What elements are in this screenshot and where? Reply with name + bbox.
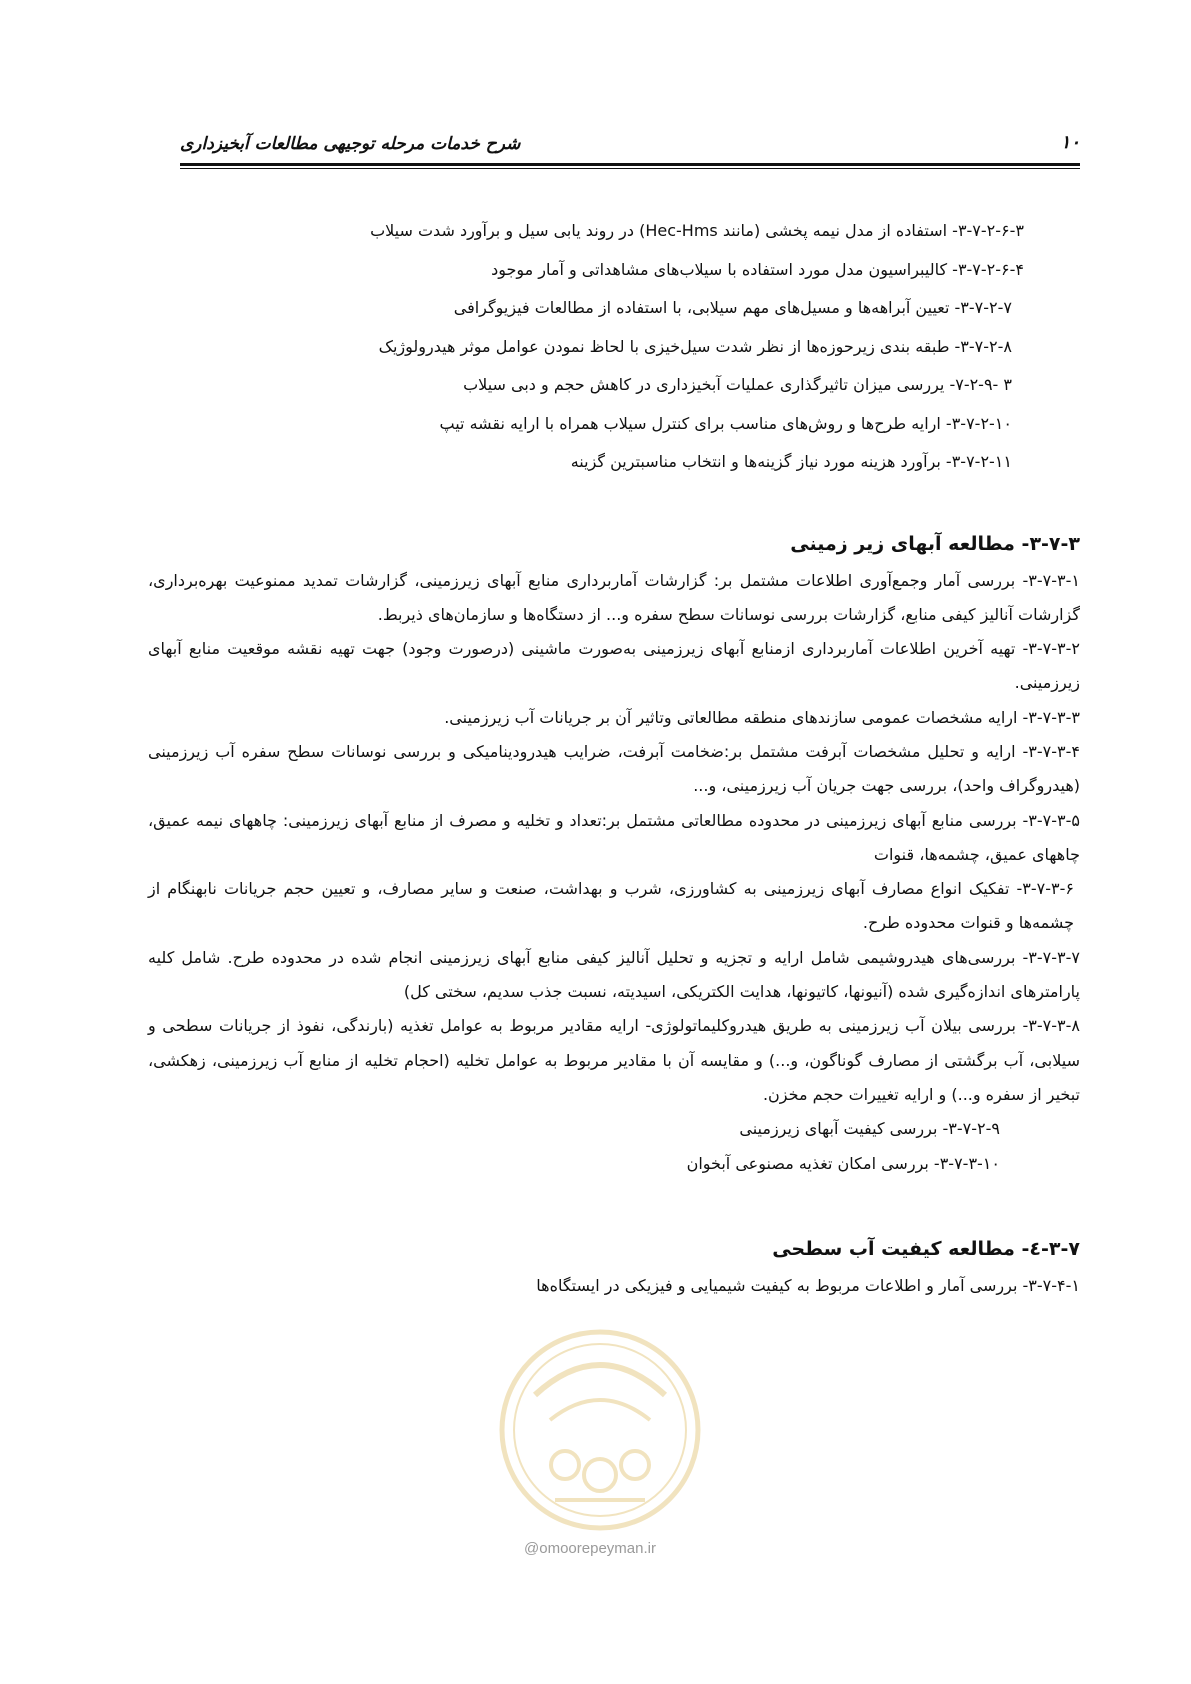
page-content bbox=[148, 212, 1080, 1303]
paragraph: ۳-۷-۳-۴- ارایه و تحلیل مشخصات آبرفت مشتمل بر:ضخامت آبرفت، ضرایب هیدرودینامیکی و بررسی نوسانات سطح سفره آب زیرزمینی (هیدروگراف واحد)، بررسی جهت جریان آب زیرزمینی، و... bbox=[148, 741, 1080, 796]
page-number: ۱۰ bbox=[1060, 132, 1080, 153]
paragraph: ۳-۷-۳-۷- بررسی‌های هیدروشیمی شامل ارایه و تجزیه و تحلیل آنالیز کیفی منابع آبهای زیرزمینی انجام شده در محدوده طرح. شامل کلیه پارامترهای اندازه‌گیری شده (آنیونها، کاتیونها، هدایت الکتریکی، اسیدیته، نسبت جذب سدیم، سختی کل) bbox=[148, 947, 1080, 1002]
list-item: ۳-۷-۲-۶-۳- استفاده از مدل نیمه پخشی (مانند Hec-Hms) در روند یابی سیل و برآورد شدت سیلاب bbox=[370, 221, 1024, 240]
list-item: ۳-۷-۲-۱۱- برآورد هزینه مورد نیاز گزینه‌ها و انتخاب مناسبترین گزینه bbox=[570, 452, 1012, 471]
section-heading-groundwater: ۳-۷-۳- مطالعه آبهای زیر زمینی bbox=[790, 532, 1080, 555]
paragraph: ۳-۷-۳-۵- بررسی منابع آبهای زیرزمینی در محدوده مطالعاتی مشتمل بر:تعداد و تخلیه و مصرف از منابع آبهای زیرزمینی: چاههای نیمه عمیق، چاههای عمیق، چشمه‌ها، قنوات bbox=[148, 810, 1080, 864]
list-item: ۳ -۷-۲-۹- یررسی میزان تاثیرگذاری عملیات آبخیزداری در کاهش حجم و دبی سیلاب bbox=[463, 375, 1012, 394]
paragraph: ۳-۷-۳-۶- تفکیک انواع مصارف آبهای زیرزمینی به کشاورزی، شرب و بهداشت، صنعت و سایر مصارف، و تعیین حجم جریانات نابهنگام از چشمه‌ها و قنوات محدوده طرح. bbox=[148, 879, 1074, 933]
list-item: ۳-۷-۲-۸- طبقه بندی زیرحوزه‌ها از نظر شدت سیل‌خیزی با لحاظ نمودن عوامل موثر هیدرولوژیک bbox=[378, 336, 1012, 356]
paragraph: ۳-۷-۳-۸- بررسی بیلان آب زیرزمینی به طریق هیدروکلیماتولوژی- ارایه مقادیر مربوط به عوامل تغذیه (بارندگی، نفوذ از جریانات سطحی و سیلابی، آب برگشتی از مصارف گوناگون، و...) و مقایسه آن با مقادیر مربوط به عوامل تخلیه (احجام تخلیه از منابع آب زیرزمینی، زهکشی، تبخیر از سفره و...) و ارایه تغییرات حجم مخزن. bbox=[148, 1016, 1080, 1104]
short-item: ۳-۷-۲-۹- بررسی کیفیت آبهای زیرزمینی bbox=[739, 1119, 1000, 1139]
paragraph: ۳-۷-۳-۳- ارایه مشخصات عمومی سازندهای منطقه مطالعاتی وتاثیر آن بر جریانات آب زیرزمینی. bbox=[444, 707, 1080, 727]
list-item: ۳-۷-۲-۷- تعیین آبراهه‌ها و مسیل‌های مهم سیلابی، با استفاده از مطالعات فیزیوگرافی bbox=[453, 298, 1012, 317]
flood-subitems-list bbox=[148, 212, 1080, 482]
watermark-seal-icon bbox=[495, 1325, 705, 1535]
watermark-site: @omoorepeyman.ir bbox=[524, 1540, 656, 1557]
list-item: ۳-۷-۲-۶-۴- کالیبراسیون مدل مورد استفاده با سیلاب‌های مشاهداتی و آمار موجود bbox=[491, 259, 1024, 279]
paragraph: ۳-۷-۳-۲- تهیه آخرین اطلاعات آماربرداری ازمنابع آبهای زیرزمینی به‌صورت ماشینی (درصورت وجود) جهت تهیه نقشه موقعیت منابع آبهای زیرزمینی. bbox=[148, 639, 1080, 693]
paragraph: ۳-۷-۴-۱- بررسی آمار و اطلاعات مربوط به کیفیت شیمیایی و فیزیکی در ایستگاه‌ها bbox=[536, 1275, 1080, 1295]
paragraph: ۳-۷-۳-۱- بررسی آمار وجمع‌آوری اطلاعات مشتمل بر: گزارشات آماربرداری منابع آبهای زیرزمینی، گزارشات تمدید ممنوعیت بهره‌برداری، گزارشات آنالیز کیفی منابع، گزارشات بررسی نوسانات سطح سفره و... از دستگاه‌ها و سازمان‌های ذیربط. bbox=[148, 570, 1080, 624]
page-header bbox=[180, 128, 1080, 168]
short-item: ۳-۷-۳-۱۰- بررسی امکان تغذیه مصنوعی آبخوان bbox=[686, 1153, 1000, 1173]
header-title: شرح خدمات مرحله توجیهی مطالعات آبخیزداری bbox=[180, 134, 521, 154]
section-heading-surface-water: ۳-۷-٤- مطالعه کیفیت آب سطحی bbox=[772, 1237, 1080, 1260]
list-item: ۳-۷-۲-۱۰- ارایه طرح‌ها و روش‌های مناسب برای کنترل سیلاب همراه با ارایه نقشه تیپ bbox=[439, 413, 1012, 433]
header-rule-thick bbox=[180, 163, 1080, 166]
header-rule-thin bbox=[180, 168, 1080, 169]
